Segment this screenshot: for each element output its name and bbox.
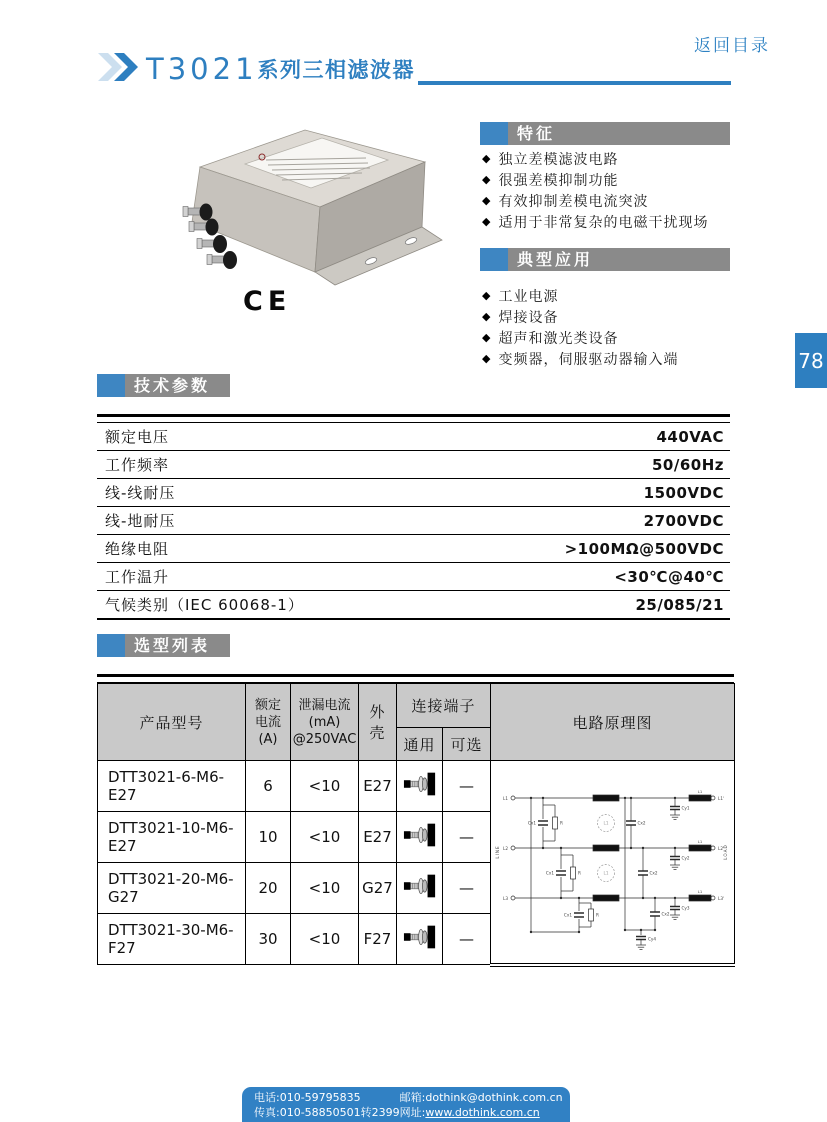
tech-params-section-header xyxy=(97,374,230,397)
circuit-schematic xyxy=(491,761,735,965)
feature-item: ◆ 有效抑制差模电流突波 xyxy=(482,193,649,210)
svg-text:Cx1: Cx1 xyxy=(563,912,572,918)
table-row: 线-线耐压 1500VDC xyxy=(97,479,730,507)
diamond-bullet-icon: ◆ xyxy=(482,352,492,365)
tech-params-title: 技术参数 xyxy=(125,374,230,397)
page-title xyxy=(98,52,415,84)
section-accent-square xyxy=(480,122,508,145)
col-header-case: 外 壳 xyxy=(359,684,397,761)
col-header-schematic: 电路原理图 xyxy=(491,684,735,761)
svg-text:L2: L2 xyxy=(502,845,508,851)
feature-item: ◆ 很强差模抑制功能 xyxy=(482,172,619,189)
svg-text:L1': L1' xyxy=(717,795,724,801)
universal-terminal-cell xyxy=(397,761,443,812)
diamond-bullet-icon: ◆ xyxy=(482,152,492,165)
svg-text:Cx2: Cx2 xyxy=(637,820,646,826)
features-title: 特征 xyxy=(508,122,730,145)
svg-text:L2': L2' xyxy=(717,845,724,851)
universal-terminal-cell xyxy=(397,914,443,965)
table-row: 工作频率 50/60Hz xyxy=(97,451,730,479)
svg-text:R: R xyxy=(559,820,563,826)
applications-list xyxy=(482,285,678,369)
application-item: ◆ 变频器，伺服驱动器输入端 xyxy=(482,351,679,368)
svg-text:LINE: LINE xyxy=(494,845,500,859)
svg-text:L1: L1 xyxy=(697,838,702,844)
selection-table xyxy=(97,674,734,967)
tech-params-table xyxy=(97,414,730,620)
diamond-bullet-icon: ◆ xyxy=(482,310,492,323)
product-photo xyxy=(170,122,446,286)
table-row: 气候类别（IEC 60068-1） 25/085/21 xyxy=(97,591,730,620)
table-row: DTT3021-10-M6-E27 10 <10 E27 — xyxy=(98,812,735,863)
svg-text:Cx2: Cx2 xyxy=(649,870,658,876)
feature-item: ◆ 适用于非常复杂的电磁干扰现场 xyxy=(482,214,709,231)
svg-text:Cx1: Cx1 xyxy=(527,820,536,826)
footer-email-site xyxy=(400,1090,563,1122)
svg-text:L1: L1 xyxy=(697,888,702,894)
col-header-leakage: 泄漏电流 (mA) @250VAC xyxy=(291,684,359,761)
table-row: 额定电压 440VAC xyxy=(97,423,730,451)
section-accent-square xyxy=(97,634,125,657)
features-list xyxy=(482,148,708,232)
footer-website-row: 网址:www.dothink.com.cn xyxy=(399,1106,540,1119)
series-model: T3021 xyxy=(146,52,258,86)
application-item: ◆ 工业电源 xyxy=(482,288,559,305)
diamond-bullet-icon: ◆ xyxy=(482,289,492,302)
table-row: DTT3021-30-M6-F27 30 <10 F27 — xyxy=(98,914,735,965)
applications-title: 典型应用 xyxy=(508,248,730,271)
table-row: DTT3021-20-M6-G27 20 <10 G27 — xyxy=(98,863,735,914)
table-row: 工作温升 <30℃@40℃ xyxy=(97,563,730,591)
diamond-bullet-icon: ◆ xyxy=(482,331,492,344)
website-link[interactable]: www.dothink.com.cn xyxy=(425,1106,540,1119)
footer-fax: 传真:010-58850501转2399 xyxy=(254,1106,400,1119)
table-row: 线-地耐压 2700VDC xyxy=(97,507,730,535)
ce-mark: CE xyxy=(243,286,292,317)
svg-text:L3: L3 xyxy=(502,895,508,901)
selection-title: 选型列表 xyxy=(125,634,230,657)
svg-text:R: R xyxy=(595,912,599,918)
terminal-stud-icon xyxy=(403,924,437,950)
universal-terminal-cell xyxy=(397,812,443,863)
col-header-rated-current: 额定 电流 (A) xyxy=(246,684,291,761)
section-accent-square xyxy=(480,248,508,271)
footer-phone-fax xyxy=(254,1090,400,1122)
table-top-rule xyxy=(97,414,730,423)
features-section-header xyxy=(480,122,730,145)
terminal-stud-icon xyxy=(403,873,437,899)
double-chevron-icon xyxy=(98,52,142,82)
feature-item: ◆ 独立差模滤波电路 xyxy=(482,151,619,168)
application-item: ◆ 超声和激光类设备 xyxy=(482,330,619,347)
footer-contact-bar xyxy=(242,1087,570,1122)
diamond-bullet-icon: ◆ xyxy=(482,194,492,207)
svg-text:Cy3: Cy3 xyxy=(681,905,690,911)
col-header-optional: 可选 xyxy=(443,728,491,761)
svg-text:L1: L1 xyxy=(603,820,609,826)
col-header-universal: 通用 xyxy=(397,728,443,761)
diamond-bullet-icon: ◆ xyxy=(482,173,492,186)
series-title-suffix: 系列三相滤波器 xyxy=(257,58,416,82)
footer-email: 邮箱:dothink@dothink.com.cn xyxy=(399,1091,563,1104)
selection-section-header xyxy=(97,634,230,657)
svg-text:R: R xyxy=(577,870,581,876)
table-row: 绝缘电阻 >100MΩ@500VDC xyxy=(97,535,730,563)
table-top-rule xyxy=(97,674,734,683)
title-underline xyxy=(418,81,731,85)
diamond-bullet-icon: ◆ xyxy=(482,215,492,228)
page-number-badge: 78 xyxy=(795,333,827,388)
section-accent-square xyxy=(97,374,125,397)
svg-text:Cy2: Cy2 xyxy=(681,855,690,861)
applications-section-header xyxy=(480,248,730,271)
table-row: DTT3021-6-M6-E27 6 <10 E27 — L1 L2 L3 L1' L2' L3' LINE LOAD Cx1 R Cx1 R Cx1 R L1 L1 Cx2 Cx2 Cx2 Cy1 Cy2 Cy3 Cy4 L1 L1 L1 xyxy=(98,761,735,812)
universal-terminal-cell xyxy=(397,863,443,914)
svg-text:Cx2: Cx2 xyxy=(661,911,670,917)
svg-text:Cx1: Cx1 xyxy=(545,870,554,876)
svg-text:LOAD: LOAD xyxy=(722,844,728,860)
application-item: ◆ 焊接设备 xyxy=(482,309,559,326)
svg-text:L3': L3' xyxy=(717,895,724,901)
svg-text:L1: L1 xyxy=(697,788,702,794)
col-header-model: 产品型号 xyxy=(98,684,246,761)
svg-text:Cy1: Cy1 xyxy=(681,805,690,811)
terminal-stud-icon xyxy=(403,822,437,848)
back-to-catalog-link[interactable]: 返回目录 xyxy=(694,36,770,56)
svg-text:L1: L1 xyxy=(502,795,508,801)
col-header-terminals: 连接端子 xyxy=(397,684,491,728)
svg-text:Cy4: Cy4 xyxy=(647,936,656,942)
svg-text:L1: L1 xyxy=(603,870,609,876)
terminal-stud-icon xyxy=(403,771,437,797)
footer-phone: 电话:010-59795835 xyxy=(254,1091,361,1104)
